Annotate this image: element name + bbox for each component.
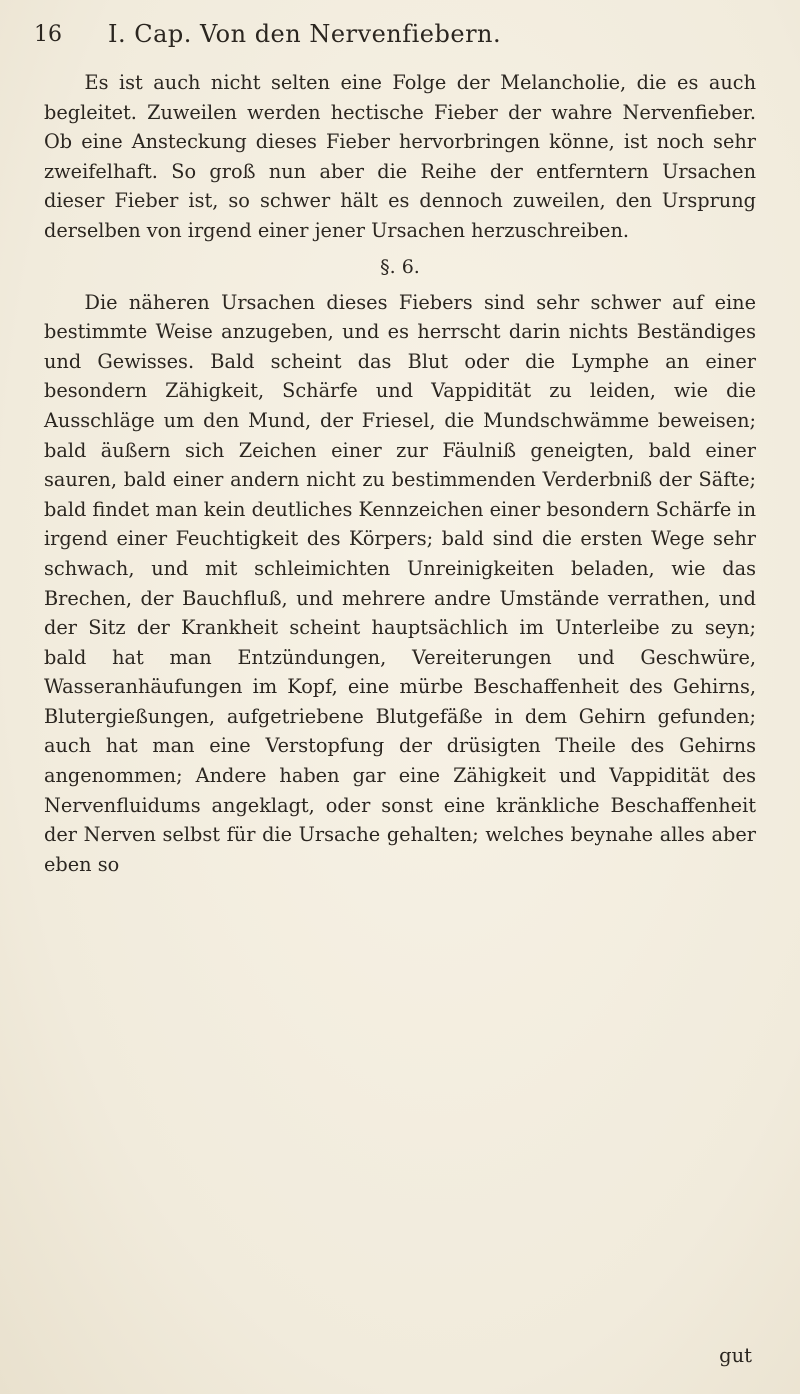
running-title: I. Cap. Von den Nervenfiebern. bbox=[108, 20, 502, 48]
page-number: 16 bbox=[34, 22, 62, 47]
section-heading: §. 6. bbox=[380, 255, 420, 278]
catchword: gut bbox=[719, 1344, 752, 1367]
paragraph-1: Es ist auch nicht selten eine Folge der Melancholie, die es auch begleitet. Zuweilen werden hectische Fieber der wahre Nervenfieber. Ob eine Ansteckung dieses Fieber hervorbringen könne, ist noch sehr zweifelhaft. So groß nun aber die Reihe der entferntern Ursachen dieser Fieber ist, so schwer hält es dennoch zuweilen, den Ursprung derselben von irgend einer jener Ursachen herzuschreiben. bbox=[44, 71, 756, 242]
page-header bbox=[34, 14, 754, 54]
body-text bbox=[44, 68, 756, 879]
paragraph-2: Die näheren Ursachen dieses Fiebers sind sehr schwer auf eine bestimmte Weise anzugeben, und es herrscht darin nichts Beständiges und Gewisses. Bald scheint das Blut oder die Lymphe an einer besondern Zähigkeit, Schärfe und Vappidität zu leiden, wie die Ausschläge um den Mund, der Friesel, die Mundschwämme beweisen; bald äußern sich Zeichen einer zur Fäulniß geneigten, bald einer sauren, bald einer andern nicht zu bestimmenden Verderbniß der Säfte; bald findet man kein deutliches Kennzeichen einer besondern Schärfe in irgend einer Feuchtigkeit des Körpers; bald sind die ersten Wege sehr schwach, und mit schleimichten Unreinigkeiten beladen, wie das Brechen, der Bauchfluß, und mehrere andre Umstände verrathen, und der Sitz der Krankheit scheint hauptsächlich im Unterleibe zu seyn; bald hat man Entzündungen, Vereiterungen und Geschwüre, Wasseranhäufungen im Kopf, eine mürbe Beschaffenheit des Gehirns, Blutergießungen, aufgetriebene Blutgefäße in dem Gehirn gefunden; auch hat man eine Verstopfung der drüsigten Theile des Gehirns angenommen; Andere haben gar eine Zähigkeit und Vappidität des Nervenfluidums angeklagt, oder sonst eine kränkliche Beschaffenheit der Nerven selbst für die Ursache gehalten; welches beynahe alles aber eben so bbox=[44, 290, 756, 876]
